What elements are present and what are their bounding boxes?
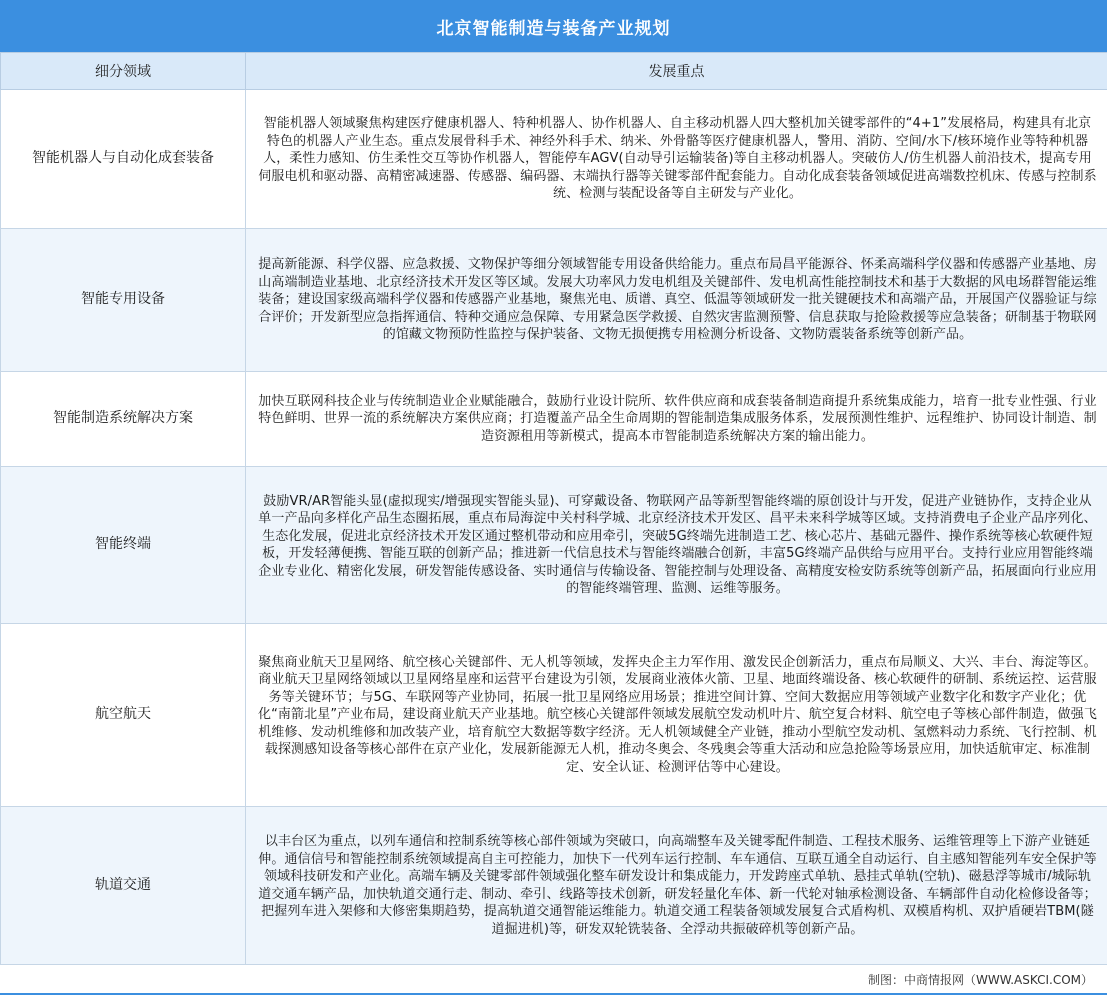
row-description: 加快互联网科技企业与传统制造业企业赋能融合，鼓励行业设计院所、软件供应商和成套装备制造商提升系统集成能力，培育一批专业性强、行业特色鲜明、世界一流的系统解决方案供应商；打造覆盖产品全生命周期的智能制造集成服务体系，发展预测性维护、远程维护、协同设计制造、制造资源租用等新模式，提高本市智能制造系统解决方案的输出能力。	[246, 372, 1107, 467]
row-description: 鼓励VR/AR智能头显(虚拟现实/增强现实智能头显)、可穿戴设备、物联网产品等新型智能终端的原创设计与开发，促进产业链协作，支持企业从单一产品向多样化产品生态圈拓展，重点布局海淀中关村科学城、北京经济技术开发区、昌平未来科学城等区域。支持消费电子企业产品序列化、生态化发展，促进北京经济技术开发区通过整机带动和应用牵引，突破5G终端先进制造工艺、核心芯片、基础元器件、操作系统等核心软硬件短板，开发轻薄便携、智能互联的创新产品；推进新一代信息技术与智能终端融合创新，丰富5G终端产品供给与应用平台。支持行业应用智能终端企业专业化、精密化发展，研发智能传感设备、实时通信与传输设备、智能控制与处理设备、高精度安检安防系统等创新产品，拓展面向行业应用的智能终端管理、监测、运维等服务。	[246, 467, 1107, 624]
row-category: 智能机器人与自动化成套装备	[1, 90, 246, 229]
source-credit: 制图：中商情报网（WWW.ASKCI.COM）	[0, 965, 1107, 995]
row-description: 聚焦商业航天卫星网络、航空核心关键部件、无人机等领域，发挥央企主力军作用、激发民企创新活力，重点布局顺义、大兴、丰台、海淀等区。商业航天卫星网络领域以卫星网络星座和运营平台建设为引领，发展商业液体火箭、卫星、地面终端设备、核心软硬件的研制、系统运控、运营服务等关键环节；与5G、车联网等产业协同，拓展一批卫星网络应用场景；推进空间计算、空间大数据应用等领域产业数字化和数字产业化；优化“南箭北星”产业布局，建设商业航天产业基地。航空核心关键部件领域发展航空发动机叶片、航空复合材料、航空电子等核心部件制造，做强飞机维修、发动机维修和加改装产业，培育航空大数据等数字经济。无人机领域健全产业链，推动小型航空发动机、氢燃料动力系统、飞行控制、机载探测感知设备等核心部件在京产业化，发展新能源无人机，推动冬奥会、冬残奥会等重大活动和应急抢险等场景应用，加快适航审定、标准制定、安全认证、检测评估等中心建设。	[246, 624, 1107, 807]
row-category: 智能终端	[1, 467, 246, 624]
row-description: 以丰台区为重点，以列车通信和控制系统等核心部件领域为突破口，向高端整车及关键零配件制造、工程技术服务、运维管理等上下游产业链延伸。通信信号和智能控制系统领域提高自主可控能力，加快下一代列车运行控制、车车通信、互联互通全自动运行、自主感知智能列车安全保护等领域科技研发和产业化。高端车辆及关键零部件领域强化整车研发设计和集成能力，开发跨座式单轨、悬挂式单轨(空轨)、磁悬浮等城市/城际轨道交通车辆产品，加快轨道交通行走、制动、牵引、线路等技术创新，研发轻量化车体、新一代轮对轴承检测设备、车辆部件自动化检修设备等；把握列车进入架修和大修密集期趋势，提高轨道交通智能运维能力。轨道交通工程装备领域发展复合式盾构机、双模盾构机、双护盾硬岩TBM(隧道掘进机)等，研发双轮铣装备、全浮动共振破碎机等创新产品。	[246, 807, 1107, 965]
table-row	[1, 90, 1107, 229]
table-row	[1, 624, 1107, 807]
row-description: 提高新能源、科学仪器、应急救援、文物保护等细分领域智能专用设备供给能力。重点布局昌平能源谷、怀柔高端科学仪器和传感器产业基地、房山高端制造业基地、北京经济技术开发区等区域。发展大功率风力发电机组及关键部件、发电机高性能控制技术和基于大数据的风电场群智能运维装备；建设国家级高端科学仪器和传感器产业基地，聚焦光电、质谱、真空、低温等领域研发一批关键硬技术和高端产品，开展国产仪器验证与综合评价；开发新型应急指挥通信、特种交通应急保障、专用紧急医学救援、自然灾害监测预警、信息获取与抢险救援等应急装备；研制基于物联网的馆藏文物预防性监控与保护装备、文物无损便携专用检测分析设备、文物防震装备系统等创新产品。	[246, 229, 1107, 372]
row-category: 轨道交通	[1, 807, 246, 965]
plan-table	[0, 52, 1107, 965]
row-category: 智能专用设备	[1, 229, 246, 372]
table-row	[1, 372, 1107, 467]
table-row	[1, 807, 1107, 965]
table-row	[1, 467, 1107, 624]
header-category: 细分领域	[1, 53, 246, 90]
row-category: 航空航天	[1, 624, 246, 807]
table-title: 北京智能制造与装备产业规划	[0, 0, 1107, 52]
header-row	[1, 53, 1107, 90]
header-focus: 发展重点	[246, 53, 1107, 90]
row-description: 智能机器人领域聚焦构建医疗健康机器人、特种机器人、协作机器人、自主移动机器人四大整机加关键零部件的“4+1”发展格局，构建具有北京特色的机器人产业生态。重点发展骨科手术、神经外科手术、纳米、外骨骼等医疗健康机器人，警用、消防、空间/水下/核环境作业等特种机器人，柔性力感知、仿生柔性交互等协作机器人，智能停车AGV(自动导引运输装备)等自主移动机器人。突破仿人/仿生机器人前沿技术，提高专用伺服电机和驱动器、高精密减速器、传感器、编码器、末端执行器等关键零部件配套能力。自动化成套装备领域促进高端数控机床、传感与控制系统、检测与装配设备等自主研发与产业化。	[246, 90, 1107, 229]
table-row	[1, 229, 1107, 372]
row-category: 智能制造系统解决方案	[1, 372, 246, 467]
